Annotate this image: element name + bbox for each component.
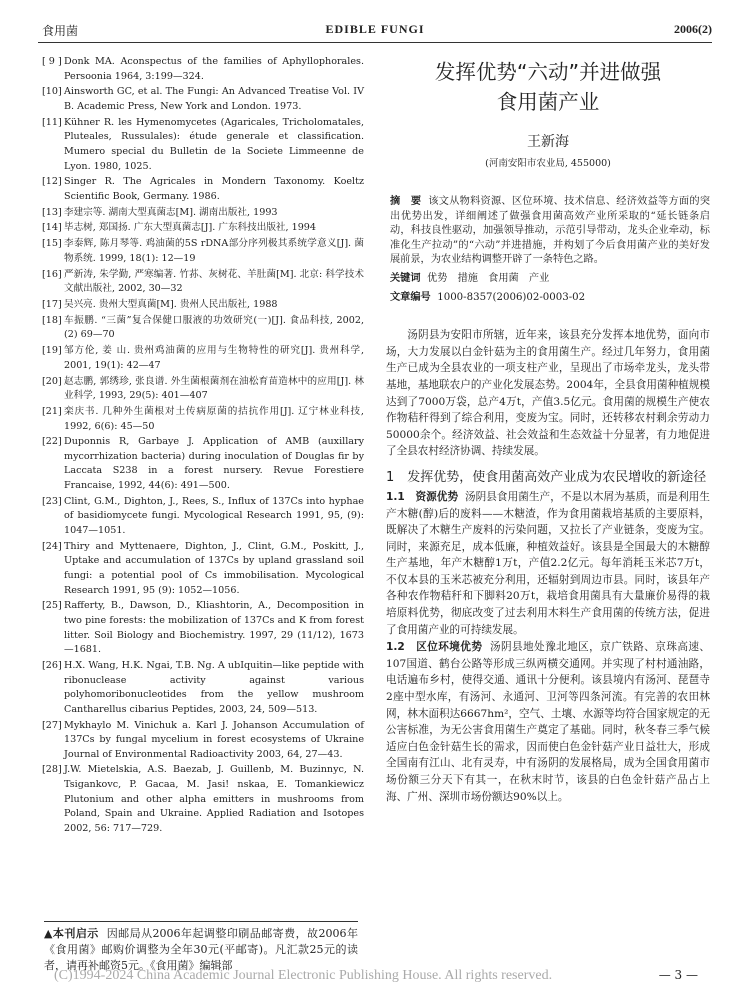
article-column <box>386 55 710 805</box>
subsection-1-1-label: 1.1 资源优势 <box>386 490 459 503</box>
reference-item <box>44 344 364 373</box>
subsection-1-1 <box>386 489 710 638</box>
reference-item <box>44 659 364 717</box>
reference-number: [19] <box>42 345 62 357</box>
reference-item <box>44 237 364 266</box>
reference-item <box>44 495 364 539</box>
article-number <box>386 291 710 306</box>
page-footer <box>0 968 750 990</box>
page-number: — 3 — <box>658 968 698 982</box>
reference-number: [27] <box>42 719 62 731</box>
reference-number: [20] <box>42 375 62 387</box>
reference-text: 车振鹏. “三菌”复合保健口服液的功效研究(一)[J]. 食品科技, 2002, (2) 69—70 <box>64 314 364 341</box>
reference-text: Singer R. The Agricales in Mondern Taxonomy. Koeltz Scientific Book, Germany. 1986. <box>64 176 364 202</box>
article-number-label: 文章编号 <box>390 291 431 303</box>
subsection-1-2 <box>386 639 710 805</box>
section-heading-1: 1 发挥优势，使食用菌高效产业成为农民增收的新途径 <box>386 469 707 485</box>
page-header <box>38 18 712 40</box>
reference-item <box>44 55 364 84</box>
reference-item <box>44 221 364 236</box>
reference-number: [24] <box>42 540 62 552</box>
reference-number: [22] <box>42 436 62 448</box>
reference-text: H.X. Wang, H.K. Ngai, T.B. Ng. A ubIquitin—like peptide with ribonuclease activity against various polyhomoribonucleotides from the yellow mushroom Cantharellus cibarius Peptides, 2003, 24, 509—513. <box>64 659 364 715</box>
journal-notice <box>44 921 358 974</box>
journal-name-en: EDIBLE FUNGI <box>325 22 425 36</box>
reference-text: 栾庆书. 几种外生菌根对土传病原菌的拮抗作用[J]. 辽宁林业科技, 1992, 6(6): 45—50 <box>64 405 364 432</box>
reference-number: [18] <box>42 314 62 326</box>
reference-item <box>44 268 364 297</box>
subsection-1-1-text: 汤阴县食用菌生产，不是以木屑为基质，而是利用生产木糖(醇)后的废料——木糖渣，作为食用菌栽培基质的主要原料，既解决了木糖生产废料的污染问题，又拉长了产业链条，变废为宝。同时，来源充足，成本低廉，种植效益好。该县是全国最大的木糖醇生产基地，年产木糖醇1万t，产值2.2亿元。每年消耗玉米芯7万t，不仅本县的玉米芯被充分利用，还辐射到周边市县。同时，该县年产各种农作物秸秆和下脚料20万t，栽培食用菌具有大量廉价易得的栽培原料优势，彻底改变了过去利用木料生产食用菌的传统方法，促进了食用菌产业的可持续发展。 <box>386 490 710 636</box>
reference-item <box>44 435 364 493</box>
reference-number: [12] <box>42 176 62 188</box>
reference-item <box>44 405 364 434</box>
reference-item <box>44 763 364 836</box>
reference-text: Mykhaylo M. Vinichuk a. Karl J. Johanson Accumulation of 137Cs by fungal mycelium in forest ecosystems of Ukraine Journal of Environmental Radioactivity 2003, 64, 27—43. <box>64 719 364 760</box>
reference-item <box>44 314 364 343</box>
abstract-text: 该文从物料资源、区位环境、技术信息、经济效益等方面的突出优势出发，详细阐述了做强食用菌高效产业所采取的“延长链条启动，科技良性驱动，加强领导推动，示范引导带动，龙头企业牵动，标准化生产拉动”的“六动”并进措施，并构划了今后食用菌产业的美好发展前景，为农业结构调整开辟了一条特色之路。 <box>390 196 711 266</box>
keywords-label: 关键词 <box>390 272 421 284</box>
reference-text: 李泰辉, 陈月琴等. 鸡油菌的5S rDNA部分序列极其系统学意义[J]. 菌物系统. 1999, 18(1): 12—19 <box>64 238 364 264</box>
reference-text: 吴兴亮. 贵州大型真菌[M]. 贵州人民出版社, 1988 <box>64 299 278 310</box>
reference-item <box>44 175 364 204</box>
reference-item <box>44 599 364 657</box>
reference-text: 李建宗等. 湖南大型真菌志[M]. 湖南出版社, 1993 <box>64 206 278 218</box>
reference-number: [25] <box>42 600 62 612</box>
reference-text: Rafferty, B., Dawson, D., Kliashtorin, A., Decomposition in two pine forests: the mobilization of 137Cs and K from forest litter. Soil Biology and Biochemistry. 1997, 29 (11/12), 1673—1681. <box>64 600 364 656</box>
reference-item <box>44 85 364 114</box>
notice-label: ▲本刊启示 <box>44 927 99 940</box>
issue-number: 2006(2) <box>674 22 712 36</box>
reference-number: [16] <box>42 268 62 280</box>
keywords-text: 优势 措施 食用菌 产业 <box>427 272 550 284</box>
reference-number: [23] <box>42 495 62 507</box>
reference-text: Donk MA. Aconspectus of the families of Aphyllophorales. Persoonia 1964, 3:199—324. <box>64 56 364 82</box>
article-body <box>386 327 710 805</box>
reference-number: [15] <box>42 238 62 250</box>
reference-text: Duponnis R, Garbaye J. Application of AMB (auxillary mycorrhization bacteria) during inoculation of Douglas fir by Laccata S238 in a forest nursery. Revue Forestiere Francaise, 1992, 44(6): 491—500. <box>64 436 364 492</box>
reference-text: Clint, G.M., Dighton, J., Rees, S., Influx of 137Cs into hyphae of basidiomycete fungi. Mycological Research 1991, 95, (9): 1047—1051. <box>64 495 364 537</box>
reference-number: [10] <box>42 86 62 98</box>
reference-number: [21] <box>42 405 62 417</box>
reference-item <box>44 206 364 221</box>
reference-text: 毕志树, 郑国扬. 广东大型真菌志[J]. 广东科技出版社, 1994 <box>64 222 317 234</box>
reference-number: [26] <box>42 659 62 671</box>
article-title-line1: 发挥优势“六动”并进做强 <box>434 60 662 84</box>
reference-text: J.W. Mietelskia, A.S. Baezab, J. Guillenb, M. Buzinnyc, N. Tsigankovc, P. Gacaa, M. Jasi! nskaa, E. Tomankiewicz Plutonium and other alpha emitters in mushrooms from Poland, Spain and Ukraine. Applied Radiation and Isotopes 2002, 56: 717—729. <box>64 764 364 834</box>
reference-item <box>44 116 364 174</box>
article-title <box>386 57 710 117</box>
reference-item <box>44 719 364 763</box>
article-title-line2: 食用菌产业 <box>496 90 600 114</box>
author-affiliation: (河南安阳市农业局, 455000) <box>485 158 611 169</box>
subsection-1-2-label: 1.2 区位环境优势 <box>386 641 483 654</box>
reference-text: 严新涛, 朱学勤, 严寒编著. 竹荪、灰树花、羊肚菌[M]. 北京: 科学技术文献出版社, 2002, 30—32 <box>64 268 364 295</box>
header-rule <box>38 42 712 43</box>
reference-item <box>44 540 364 598</box>
reference-number: [13] <box>42 206 62 218</box>
abstract <box>386 195 710 268</box>
copyright-notice: (C)1994-2024 China Academic Journal Electronic Publishing House. All rights reserved. <box>54 968 553 983</box>
abstract-label: 摘 要 <box>390 196 422 207</box>
reference-number: [ 9 ] <box>42 56 62 67</box>
reference-text: 邹方伦, 姜 山. 贵州鸡油菌的应用与生物特性的研究[J]. 贵州科学, 2001, 19(1): 42—47 <box>64 345 364 371</box>
reference-list <box>44 55 364 838</box>
notice-text: 因邮局从2006年起调整印刷品邮寄费，故2006年《食用菌》邮购价调整为全年30元(平邮寄)。凡汇款25元的读者，请再补邮资5元。《食用菌》编辑部 <box>44 927 358 972</box>
journal-name-cn: 食用菌 <box>42 24 79 38</box>
subsection-1-2-text: 汤阴县地处豫北地区，京广铁路、京珠高速、107国道、鹤台公路等形成三纵两横交通网。并实现了村村通油路，电话遍布乡村，使得交通、通讯十分便利。该县境内有汤河、琵琶寺2座中型水库，有汤河、永通河、卫河等四条河流。有完善的农田林网，林木面积达6667hm²，空气、土壤、水源等均符合国家规定的无公害标准，为无公害食用菌生产奠定了基础。同时，秋冬春三季气候适应白色金针菇生长的需求，因而使白色金针菇产业日益壮大，形成全国南有江山、北有灵寿，中有汤阴的发展格局，成为全国食用菌市场份额三分天下有其一，在秋末时节，该县的白色金针菇产品占上海、广州、深圳市场份额达90%以上。 <box>386 641 710 803</box>
article-number-value: 1000-8357(2006)02-0003-02 <box>437 291 586 303</box>
reference-text: Kühner R. les Hymenomycetes (Agaricales, Tricholomatales, Pluteales, Russulales): étude generale et classification. Mumero special du Bulletin de la Societe Limmeenne de Lyon. 1980, 1025. <box>64 116 364 172</box>
article-author: 王新海 <box>527 134 569 150</box>
reference-item <box>44 375 364 404</box>
reference-text: Thiry and Myttenaere, Dighton, J., Clint, G.M., Poskitt, J., Uptake and accumulation of 137Cs by upland grassland soil fungi: a potential pool of Cs immobilisation. Mycological Research 1991, 95 (9): 1052—1056. <box>64 540 364 596</box>
reference-number: [17] <box>42 299 62 310</box>
reference-number: [11] <box>42 116 62 128</box>
keywords <box>386 272 710 287</box>
reference-number: [28] <box>42 764 62 776</box>
reference-text: 赵志鹏, 郭绣珍, 张良谱. 外生菌根菌剂在油松育苗造林中的应用[J]. 林业科学, 1993, 29(5): 401—407 <box>64 375 364 402</box>
reference-text: Ainsworth GC, et al. The Fungi: An Advanced Treatise Vol. IV B. Academic Press, New York and London. 1973. <box>64 86 364 112</box>
reference-item <box>44 298 364 313</box>
reference-number: [14] <box>42 222 62 234</box>
intro-paragraph: 汤阴县为安阳市所辖，近年来，该县充分发挥本地优势，面向市场，大力发展以白金针菇为主的食用菌生产。经过几年努力，食用菌生产已成为全县农业的一项支柱产业，呈现出了市场牵龙头，龙头带基地，基地联农户的产业化发展态势。2004年，全县食用菌种植规模达到了7000万袋，总产4万t，产值3.5亿元。食用菌的规模生产使农作物秸秆得到了综合利用，变废为宝。同时，还转移农村剩余劳动力50000余个。经济效益、社会效益和生态效益十分显著，有力地促进了全县农村经济协调、持续发展。 <box>386 329 710 458</box>
